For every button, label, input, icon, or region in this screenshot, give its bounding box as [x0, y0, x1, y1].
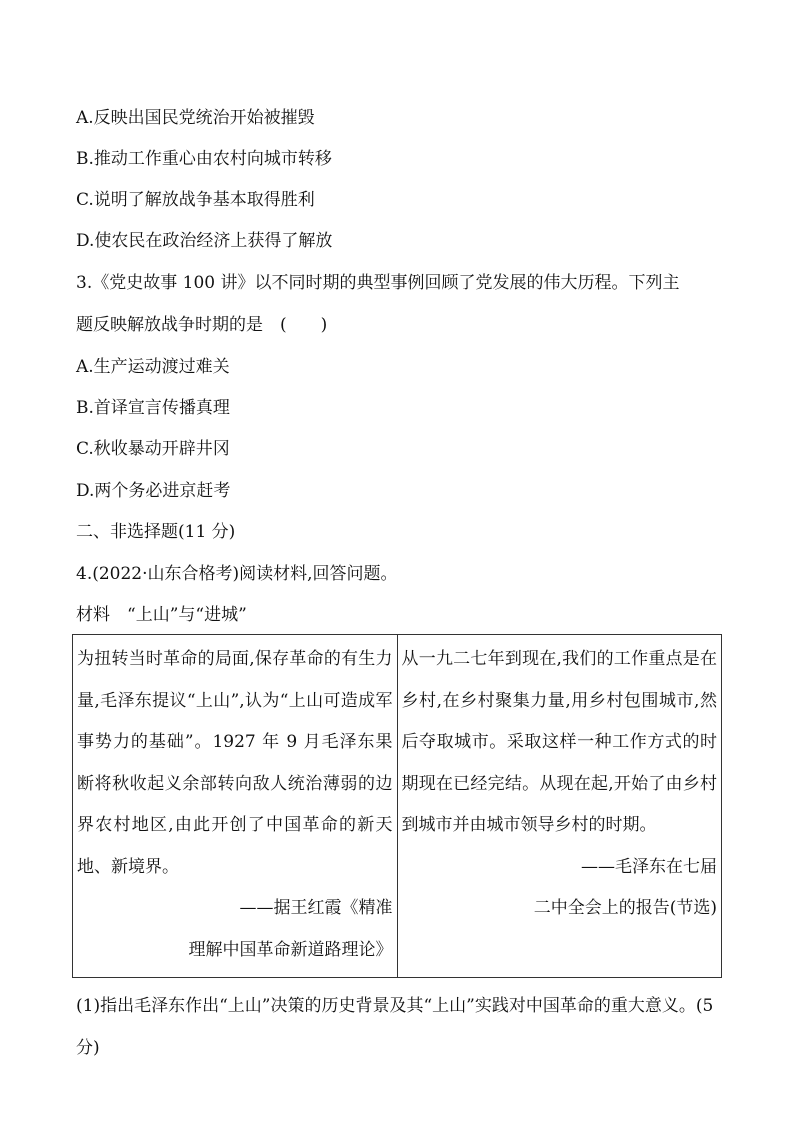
material-right-text: 从一九二七年到现在,我们的工作重点是在乡村,在乡村聚集力量,用乡村包围城市,然后夺取城市。采取这样一种工作方式的时期现在已经完结。从现在起,开始了由乡村到城市并由城市领导乡村的时期。 [401, 649, 717, 835]
q3-option-c: C.秋收暴动开辟井冈 [76, 439, 230, 459]
material-left-text: 为扭转当时革命的局面,保存革命的有生力量,毛泽东提议“上山”,认为“上山可造成军事势力的基础”。1927 年 9 月毛泽东果断将秋收起义余部转向敌人统治薄弱的边界农村地区,由此开创了中国革命的新天地、新境界。 [77, 649, 393, 877]
option-b-prev: B.推动工作重心由农村向城市转移 [76, 149, 332, 169]
q3-option-d: D.两个务必进京赶考 [76, 481, 231, 501]
option-c-prev: C.说明了解放战争基本取得胜利 [76, 190, 315, 210]
material-table [72, 634, 722, 978]
material-left-cell [73, 635, 398, 978]
material-right-cell [397, 635, 722, 978]
option-d-prev: D.使农民在政治经济上获得了解放 [76, 231, 333, 251]
material-right-source-1: ——毛泽东在七届 [581, 856, 717, 877]
question-4-part-1: (1)指出毛泽东作出“上山”决策的历史背景及其“上山”实践对中国革命的重大意义。(5 分) [76, 996, 714, 1058]
question-3-line1: 3.《党史故事 100 讲》以不同时期的典型事例回顾了党发展的伟大历程。下列主 [76, 273, 680, 293]
material-right-source-2: 二中全会上的报告(节选) [533, 898, 717, 918]
question-4-stem: 4.(2022·山东合格考)阅读材料,回答问题。 [76, 564, 398, 584]
question-3-line2: 题反映解放战争时期的是 ( ) [76, 315, 328, 335]
option-a-prev: A.反映出国民党统治开始被摧毁 [76, 108, 315, 128]
material-left-source-2: 理解中国革命新道路理论》 [188, 939, 393, 960]
section-2-title: 二、非选择题(11 分) [76, 522, 236, 542]
material-label: 材料 “上山”与“进城” [76, 605, 247, 625]
material-left-source-1: ——据王红霞《精准 [239, 898, 393, 918]
q3-option-a: A.生产运动渡过难关 [76, 357, 230, 377]
q3-option-b: B.首译宣言传播真理 [76, 398, 230, 418]
